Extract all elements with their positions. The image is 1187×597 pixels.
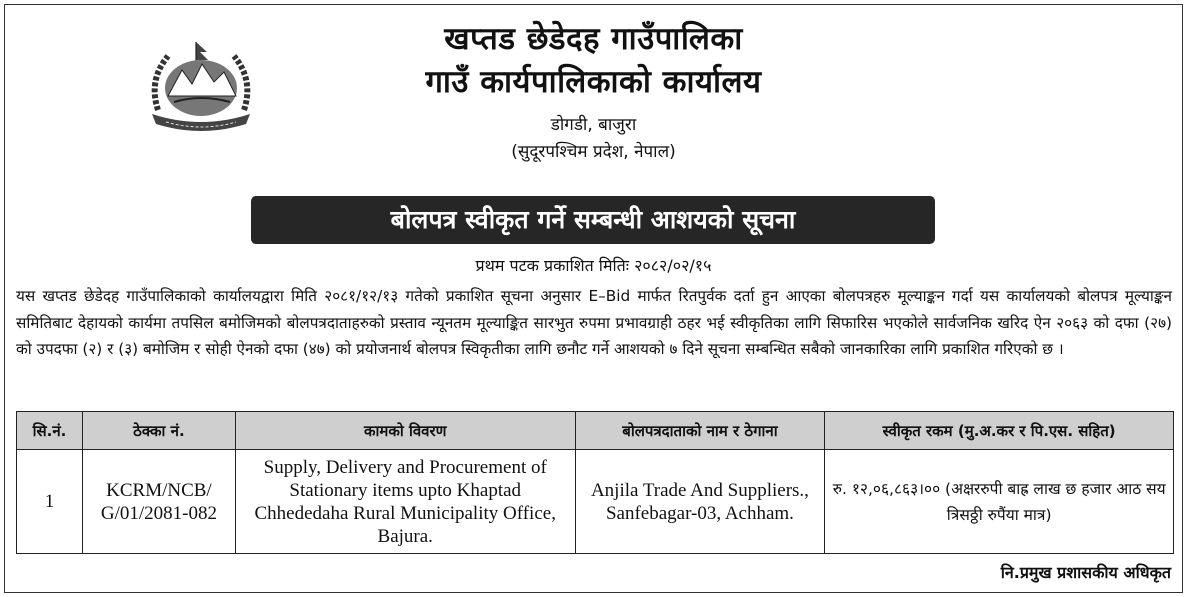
header-contract-no: ठेक्का नं. <box>82 412 235 450</box>
address-location: डोगडी, बाजुरा <box>550 115 637 135</box>
cell-description: Supply, Delivery and Procurement of Stationary items upto Khaptad Chhededaha Rural Municipality Office, Bajura. <box>235 450 575 554</box>
cell-bidder: Anjila Trade And Suppliers., Sanfebagar-03, Achham. <box>575 450 825 554</box>
notice-body: यस खप्तड छेडेदह गाउँपालिकाको कार्यालयद्वारा मिति २०८१/१२/१३ गतेको प्रकाशित सूचना अनुसार E–Bid मार्फत रितपुर्वक दर्ता हुन आएका बोलपत्रहरु मूल्याङ्कन गर्दा यस कार्यालयको बोलपत्र मूल्याङ्कन समितिबाट देहायको कार्यमा तपसिल बमोजिमको बोलपत्रदाताहरुको प्रस्ताव न्यूनतम मूल्याङ्कित सारभुत रुपमा प्रभावग्राही ठहर भई स्वीकृतिका लागि सिफारिस भएकोले सार्वजनिक खरिद ऐन २०६३ को दफा (२७) को उपदफा (२) र (३) बमोजिम र सोही ऐनको दफा (४७) को प्रयोजनार्थ बोलपत्र स्विकृतीका लागि छनौट गर्ने आशयको ७ दिने सूचना सम्बन्धित सबैको जानकारिका लागि प्रकाशित गरिएको छ । <box>16 287 1172 358</box>
cell-contract-no: KCRM/NCB/ G/01/2081-082 <box>82 450 235 554</box>
office-name: गाउँ कार्यपालिकाको कार्यालय <box>425 64 762 100</box>
office-header <box>0 18 1187 166</box>
cell-serial: 1 <box>17 450 83 554</box>
header-description: कामको विवरण <box>235 412 575 450</box>
award-table <box>16 411 1174 554</box>
cell-amount: रु. १२,०६,८६३।०० (अक्षररुपी बाह्र लाख छ हजार आठ सय त्रिसठ्ठी रुपैंया मात्र) <box>825 450 1174 554</box>
header-serial: सि.नं. <box>17 412 83 450</box>
notice-heading: बोलपत्र स्वीकृत गर्ने सम्बन्धी आशयको सूचना <box>251 196 935 244</box>
address-province: (सुदूरपश्चिम प्रदेश, नेपाल) <box>511 142 676 162</box>
table-row <box>17 450 1174 554</box>
header-bidder: बोलपत्रदाताको नाम र ठेगाना <box>575 412 825 450</box>
table-header-row <box>17 412 1174 450</box>
publication-date: प्रथम पटक प्रकाशित मितिः २०८२/०२/१५ <box>475 256 712 275</box>
signatory-title: नि.प्रमुख प्रशासकीय अधिकृत <box>1000 563 1171 582</box>
municipality-name: खप्तड छेडेदह गाउँपालिका <box>444 21 743 57</box>
header-amount: स्वीकृत रकम (मु.अ.कर र पि.एस. सहित) <box>825 412 1174 450</box>
